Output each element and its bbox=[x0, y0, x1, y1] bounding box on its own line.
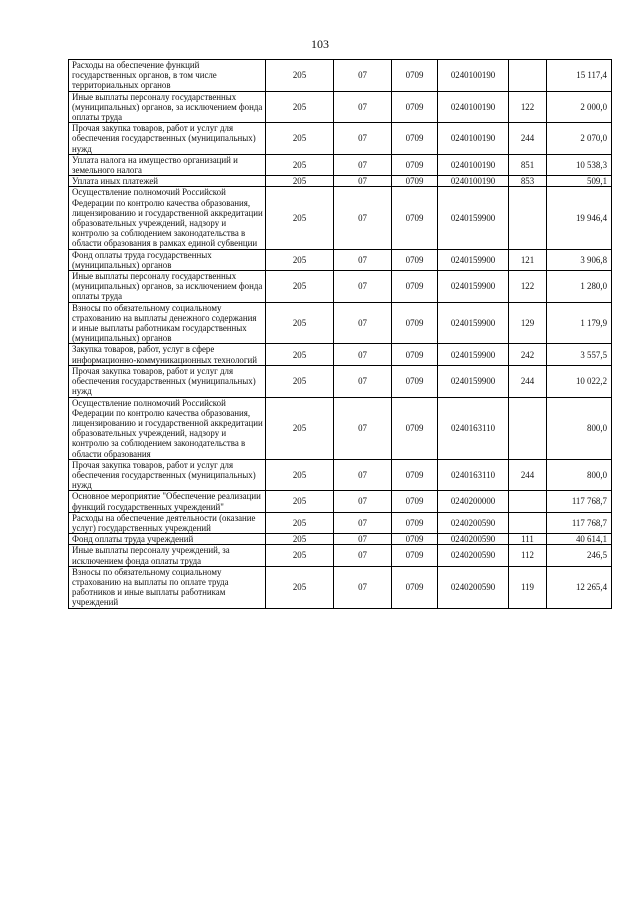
section-code-cell: 07 bbox=[334, 344, 392, 365]
admin-code-cell: 205 bbox=[266, 91, 334, 123]
admin-code-cell: 205 bbox=[266, 302, 334, 344]
amount-cell: 800,0 bbox=[547, 459, 612, 491]
target-article-cell: 0240200590 bbox=[438, 566, 509, 608]
admin-code-cell: 205 bbox=[266, 60, 334, 92]
expense-name-cell: Прочая закупка товаров, работ и услуг для обеспечения государственных (муниципальных) нужд bbox=[69, 365, 266, 397]
admin-code-cell: 205 bbox=[266, 491, 334, 512]
table-body bbox=[69, 60, 612, 609]
target-article-cell: 0240100190 bbox=[438, 123, 509, 155]
target-article-cell: 0240159900 bbox=[438, 187, 509, 249]
subsection-code-cell: 0709 bbox=[392, 60, 438, 92]
section-code-cell: 07 bbox=[334, 154, 392, 175]
expense-type-cell: 853 bbox=[509, 176, 547, 187]
subsection-code-cell: 0709 bbox=[392, 545, 438, 566]
subsection-code-cell: 0709 bbox=[392, 459, 438, 491]
table-row bbox=[69, 154, 612, 175]
section-code-cell: 07 bbox=[334, 302, 392, 344]
subsection-code-cell: 0709 bbox=[392, 365, 438, 397]
admin-code-cell: 205 bbox=[266, 534, 334, 545]
expense-type-cell: 129 bbox=[509, 302, 547, 344]
admin-code-cell: 205 bbox=[266, 459, 334, 491]
admin-code-cell: 205 bbox=[266, 249, 334, 270]
section-code-cell: 07 bbox=[334, 123, 392, 155]
amount-cell: 10 538,3 bbox=[547, 154, 612, 175]
expense-name-cell: Иные выплаты персоналу учреждений, за исключением фонда оплаты труда bbox=[69, 545, 266, 566]
admin-code-cell: 205 bbox=[266, 271, 334, 303]
target-article-cell: 0240200590 bbox=[438, 534, 509, 545]
table-row bbox=[69, 566, 612, 608]
target-article-cell: 0240200000 bbox=[438, 491, 509, 512]
amount-cell: 3 557,5 bbox=[547, 344, 612, 365]
table-row bbox=[69, 302, 612, 344]
target-article-cell: 0240159900 bbox=[438, 344, 509, 365]
table-row bbox=[69, 91, 612, 123]
expense-name-cell: Закупка товаров, работ, услуг в сфере информационно-коммуникационных технологий bbox=[69, 344, 266, 365]
expense-type-cell: 244 bbox=[509, 459, 547, 491]
admin-code-cell: 205 bbox=[266, 397, 334, 459]
amount-cell: 15 117,4 bbox=[547, 60, 612, 92]
expense-name-cell: Фонд оплаты труда государственных (муниципальных) органов bbox=[69, 249, 266, 270]
target-article-cell: 0240163110 bbox=[438, 397, 509, 459]
budget-table bbox=[68, 59, 612, 609]
subsection-code-cell: 0709 bbox=[392, 534, 438, 545]
expense-name-cell: Расходы на обеспечение деятельности (оказание услуг) государственных учреждений bbox=[69, 512, 266, 533]
admin-code-cell: 205 bbox=[266, 545, 334, 566]
target-article-cell: 0240100190 bbox=[438, 60, 509, 92]
section-code-cell: 07 bbox=[334, 91, 392, 123]
expense-type-cell bbox=[509, 187, 547, 249]
table-row bbox=[69, 512, 612, 533]
expense-type-cell bbox=[509, 491, 547, 512]
section-code-cell: 07 bbox=[334, 60, 392, 92]
section-code-cell: 07 bbox=[334, 491, 392, 512]
section-code-cell: 07 bbox=[334, 187, 392, 249]
amount-cell: 1 280,0 bbox=[547, 271, 612, 303]
expense-name-cell: Иные выплаты персоналу государственных (муниципальных) органов, за исключением фонда оплаты труда bbox=[69, 271, 266, 303]
amount-cell: 2 000,0 bbox=[547, 91, 612, 123]
table-row bbox=[69, 397, 612, 459]
section-code-cell: 07 bbox=[334, 176, 392, 187]
amount-cell: 19 946,4 bbox=[547, 187, 612, 249]
subsection-code-cell: 0709 bbox=[392, 249, 438, 270]
subsection-code-cell: 0709 bbox=[392, 566, 438, 608]
subsection-code-cell: 0709 bbox=[392, 512, 438, 533]
table-row bbox=[69, 491, 612, 512]
expense-name-cell: Прочая закупка товаров, работ и услуг для обеспечения государственных (муниципальных) нужд bbox=[69, 459, 266, 491]
section-code-cell: 07 bbox=[334, 512, 392, 533]
admin-code-cell: 205 bbox=[266, 344, 334, 365]
expense-type-cell: 111 bbox=[509, 534, 547, 545]
admin-code-cell: 205 bbox=[266, 365, 334, 397]
amount-cell: 800,0 bbox=[547, 397, 612, 459]
expense-name-cell: Иные выплаты персоналу государственных (муниципальных) органов, за исключением фонда оплаты труда bbox=[69, 91, 266, 123]
expense-type-cell: 242 bbox=[509, 344, 547, 365]
expense-type-cell: 851 bbox=[509, 154, 547, 175]
expense-type-cell: 121 bbox=[509, 249, 547, 270]
subsection-code-cell: 0709 bbox=[392, 123, 438, 155]
expense-type-cell: 122 bbox=[509, 271, 547, 303]
expense-type-cell: 112 bbox=[509, 545, 547, 566]
section-code-cell: 07 bbox=[334, 271, 392, 303]
expense-name-cell: Основное мероприятие "Обеспечение реализации функций государственных учреждений" bbox=[69, 491, 266, 512]
expense-type-cell: 244 bbox=[509, 365, 547, 397]
expense-name-cell: Расходы на обеспечение функций государственных органов, в том числе территориальных органов bbox=[69, 60, 266, 92]
expense-type-cell: 119 bbox=[509, 566, 547, 608]
subsection-code-cell: 0709 bbox=[392, 154, 438, 175]
section-code-cell: 07 bbox=[334, 249, 392, 270]
amount-cell: 10 022,2 bbox=[547, 365, 612, 397]
amount-cell: 509,1 bbox=[547, 176, 612, 187]
table-row bbox=[69, 545, 612, 566]
table-row bbox=[69, 365, 612, 397]
admin-code-cell: 205 bbox=[266, 176, 334, 187]
amount-cell: 1 179,9 bbox=[547, 302, 612, 344]
target-article-cell: 0240200590 bbox=[438, 512, 509, 533]
target-article-cell: 0240159900 bbox=[438, 365, 509, 397]
target-article-cell: 0240159900 bbox=[438, 271, 509, 303]
admin-code-cell: 205 bbox=[266, 566, 334, 608]
expense-name-cell: Прочая закупка товаров, работ и услуг для обеспечения государственных (муниципальных) нужд bbox=[69, 123, 266, 155]
section-code-cell: 07 bbox=[334, 459, 392, 491]
expense-name-cell: Уплата налога на имущество организаций и земельного налога bbox=[69, 154, 266, 175]
table-row bbox=[69, 123, 612, 155]
expense-name-cell: Взносы по обязательному социальному страхованию на выплаты по оплате труда работников и иные выплаты работникам учреждений bbox=[69, 566, 266, 608]
amount-cell: 246,5 bbox=[547, 545, 612, 566]
table-row bbox=[69, 459, 612, 491]
section-code-cell: 07 bbox=[334, 566, 392, 608]
table-row bbox=[69, 187, 612, 249]
section-code-cell: 07 bbox=[334, 397, 392, 459]
table-row bbox=[69, 271, 612, 303]
amount-cell: 40 614,1 bbox=[547, 534, 612, 545]
amount-cell: 2 070,0 bbox=[547, 123, 612, 155]
section-code-cell: 07 bbox=[334, 545, 392, 566]
admin-code-cell: 205 bbox=[266, 154, 334, 175]
expense-type-cell: 244 bbox=[509, 123, 547, 155]
expense-name-cell: Взносы по обязательному социальному страхованию на выплаты денежного содержания и иные выплаты работникам государственных (муниципальных) органов bbox=[69, 302, 266, 344]
target-article-cell: 0240100190 bbox=[438, 154, 509, 175]
expense-type-cell bbox=[509, 512, 547, 533]
target-article-cell: 0240100190 bbox=[438, 176, 509, 187]
admin-code-cell: 205 bbox=[266, 187, 334, 249]
expense-type-cell bbox=[509, 397, 547, 459]
target-article-cell: 0240100190 bbox=[438, 91, 509, 123]
section-code-cell: 07 bbox=[334, 534, 392, 545]
expense-type-cell bbox=[509, 60, 547, 92]
amount-cell: 117 768,7 bbox=[547, 491, 612, 512]
amount-cell: 117 768,7 bbox=[547, 512, 612, 533]
target-article-cell: 0240200590 bbox=[438, 545, 509, 566]
expense-name-cell: Уплата иных платежей bbox=[69, 176, 266, 187]
section-code-cell: 07 bbox=[334, 365, 392, 397]
expense-name-cell: Фонд оплаты труда учреждений bbox=[69, 534, 266, 545]
table-row bbox=[69, 249, 612, 270]
table-row bbox=[69, 176, 612, 187]
target-article-cell: 0240159900 bbox=[438, 249, 509, 270]
expense-name-cell: Осуществление полномочий Российской Федерации по контролю качества образования, лицензированию и государственной аккредитации образовательных учреждений, надзору и контролю за соблюдением законодательства в области образования в рамках единой субвенции bbox=[69, 187, 266, 249]
admin-code-cell: 205 bbox=[266, 123, 334, 155]
admin-code-cell: 205 bbox=[266, 512, 334, 533]
subsection-code-cell: 0709 bbox=[392, 397, 438, 459]
amount-cell: 12 265,4 bbox=[547, 566, 612, 608]
table-row bbox=[69, 534, 612, 545]
target-article-cell: 0240159900 bbox=[438, 302, 509, 344]
table-row bbox=[69, 344, 612, 365]
subsection-code-cell: 0709 bbox=[392, 91, 438, 123]
subsection-code-cell: 0709 bbox=[392, 187, 438, 249]
subsection-code-cell: 0709 bbox=[392, 491, 438, 512]
table-row bbox=[69, 60, 612, 92]
expense-name-cell: Осуществление полномочий Российской Федерации по контролю качества образования, лицензированию и государственной аккредитации образовательных учреждений, надзору и контролю за соблюдением законодательства в области образования bbox=[69, 397, 266, 459]
subsection-code-cell: 0709 bbox=[392, 176, 438, 187]
subsection-code-cell: 0709 bbox=[392, 302, 438, 344]
target-article-cell: 0240163110 bbox=[438, 459, 509, 491]
subsection-code-cell: 0709 bbox=[392, 344, 438, 365]
expense-type-cell: 122 bbox=[509, 91, 547, 123]
subsection-code-cell: 0709 bbox=[392, 271, 438, 303]
page-number: 103 bbox=[311, 37, 329, 51]
amount-cell: 3 906,8 bbox=[547, 249, 612, 270]
